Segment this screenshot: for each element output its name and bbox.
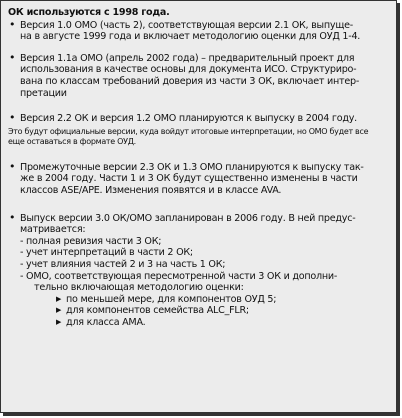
bullet-item-2: [8, 50, 388, 99]
triangle-bullet-icon: ▶: [56, 317, 62, 326]
bullet-item-5: [8, 210, 388, 236]
triangle-bullet-icon: ▶: [56, 294, 62, 303]
item-5-omo-line: тельно включающая методологию оценки:: [34, 282, 244, 294]
item-3-line: Версия 2.2 ОК и версия 1.2 ОМО планируются к выпуску в 2004 году.: [20, 113, 357, 125]
sub-item-label: для класса AMA.: [66, 316, 146, 328]
bullet-icon: •: [9, 210, 16, 224]
bullet-icon: •: [9, 17, 16, 31]
sub-item: [8, 305, 388, 317]
sub-item-label: для компонентов семейства ALC_FLR;: [66, 305, 249, 317]
sub-item: [8, 294, 388, 306]
item-2-line: использования в качестве основы для документа ИСО. Структуриро-: [20, 64, 357, 76]
bullet-icon: •: [9, 159, 16, 173]
bullet-icon: •: [9, 50, 16, 64]
sub-item-label: по меньшей мере, для компонентов ОУД 5;: [66, 293, 277, 305]
item-5-dash: - полная ревизия части 3 ОК;: [20, 235, 162, 247]
item-5-dash: - учет влияния частей 2 и 3 на часть 1 ОК;: [20, 258, 226, 270]
bullet-item-3: [8, 113, 388, 125]
note-line: еще оставаться в формате ОУД.: [8, 137, 136, 147]
triangle-bullet-icon: ▶: [56, 306, 62, 315]
heading: ОК используются с 1998 года.: [8, 7, 170, 18]
item-5-line: Выпуск версии 3.0 ОК/ОМО запланирован в 2006 году. В ней предус-: [20, 212, 356, 224]
item-1-line: Версия 1.0 ОМО (часть 2), соответствующая версии 2.1 ОК, выпуще-: [20, 19, 353, 31]
item-4-line: же в 2004 году. Части 1 и 3 ОК будут существенно изменены в части: [20, 173, 358, 185]
item-2-line: претации: [20, 87, 67, 99]
bullet-icon: •: [9, 111, 16, 125]
sub-item: [8, 317, 388, 329]
item-5-line: матривается:: [20, 224, 86, 236]
item-4-line: классов ASE/APE. Изменения появятся и в классе AVA.: [20, 184, 282, 196]
item-4-line: Промежуточные версии 2.3 ОК и 1.3 ОМО планируются к выпуску так-: [20, 161, 364, 173]
item-1-line: на в августе 1999 года и включает методологию оценки для ОУД 1-4.: [20, 31, 361, 43]
item-2-line: Версия 1.1а ОМО (апрель 2002 года) – предварительный проект для: [20, 52, 355, 64]
bullet-item-1: [8, 17, 388, 43]
item-3-note: [8, 127, 388, 148]
bullet-item-4: [8, 159, 388, 197]
item-5-omo-line: - ОМО, соответствующая пересмотренной части 3 ОК и дополни-: [20, 270, 338, 282]
item-2-line: вана по классам требований доверия из части 3 ОК, включает интер-: [20, 75, 360, 87]
item-5-dash: - учет интерпретаций в части 2 ОК;: [20, 247, 193, 259]
note-line: Это будут официальные версии, куда войдут итоговые интерпретации, но ОМО будет все: [8, 126, 369, 136]
